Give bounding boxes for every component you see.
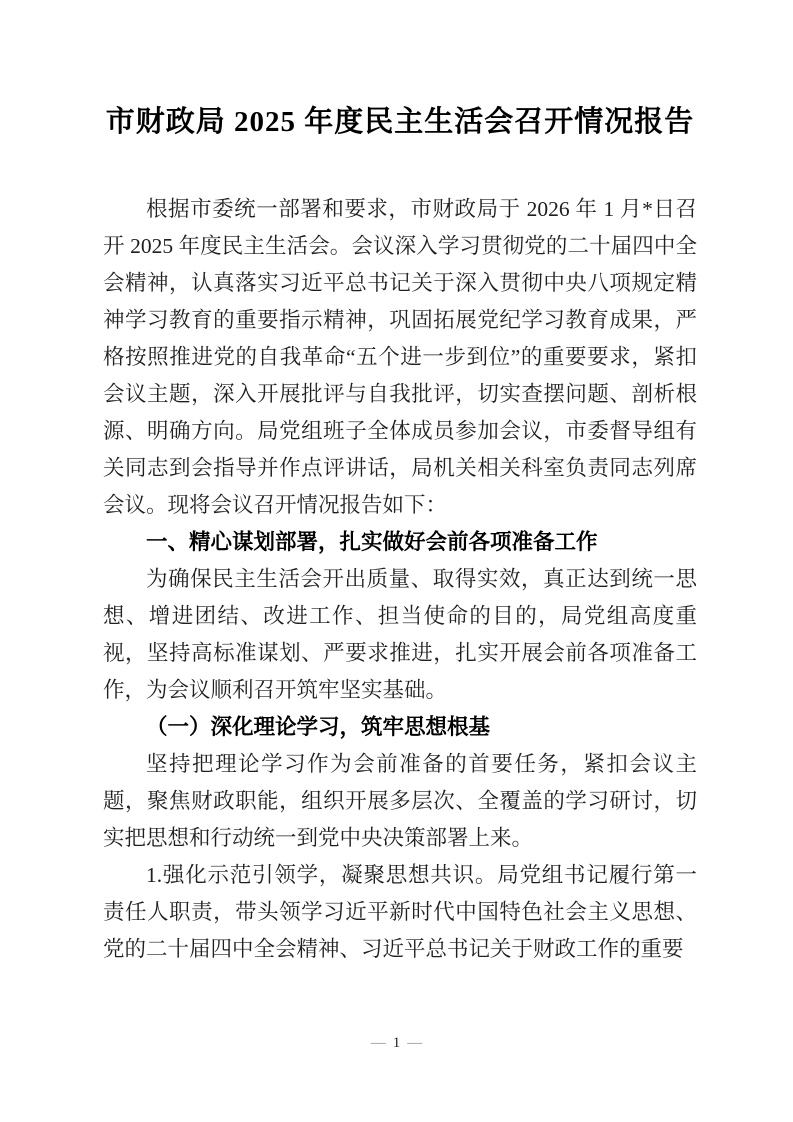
page-footer <box>0 1033 793 1053</box>
section-heading: （一）深化理论学习，筑牢思想根基 <box>146 715 491 739</box>
page-number: 1 <box>392 1035 401 1051</box>
paragraph: 坚持把理论学习作为会前准备的首要任务，紧扣会议主题，聚焦财政职能，组织开展多层次、全覆盖的学习研讨，切实把思想和行动统一到党中央决策部署上来。 <box>103 752 697 850</box>
paragraph: 根据市委统一部署和要求，市财政局于 2026 年 1 月*日召开 2025 年度民主生活会。会议深入学习贯彻党的二十届四中全会精神，认真落实习近平总书记关于深入贯彻中央八项规定精神学习教育的重要指示精神，巩固拓展党纪学习教育成果，严格按照推进党的自我革命“五个进一步到位”的重要要求，紧扣会议主题，深入开展批评与自我批评，切实查摆问题、剖析根源、明确方向。局党组班子全体成员参加会议，市委督导组有关同志到会指导并作点评讲话，局机关相关科室负责同志列席会议。现将会议召开情况报告如下： <box>103 197 697 517</box>
paragraph: 1.强化示范引领学，凝聚思想共识。局党组书记履行第一责任人职责，带头领学习近平新时代中国特色社会主义思想、党的二十届四中全会精神、习近平总书记关于财政工作的重要 <box>103 863 697 961</box>
document-title: 市财政局 2025 年度民主生活会召开情况报告 <box>105 106 695 138</box>
footer-dash-left: — <box>370 1035 386 1051</box>
document-body <box>103 191 697 968</box>
paragraph: 为确保民主生活会开出质量、取得实效，真正达到统一思想、增进团结、改进工作、担当使命的目的，局党组高度重视，坚持高标准谋划、严要求推进，扎实开展会前各项准备工作，为会议顺利召开筑牢坚实基础。 <box>103 567 697 702</box>
footer-dash-right: — <box>407 1035 423 1051</box>
section-heading: 一、精心谋划部署，扎实做好会前各项准备工作 <box>146 530 598 554</box>
